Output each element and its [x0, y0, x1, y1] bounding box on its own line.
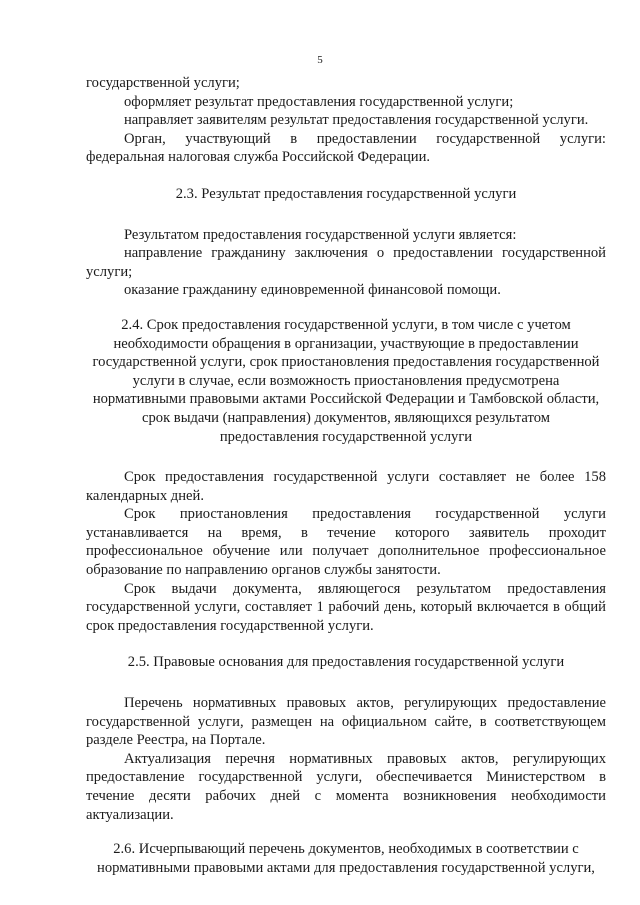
section-heading-2-6: 2.6. Исчерпывающий перечень документов, необходимых в соответствии с нормативными правовыми актами для предоставления государственной услуги, — [97, 841, 595, 876]
section-heading-2-4: 2.4. Срок предоставления государственной услуги, в том числе с учетом необходимости обращения в организации, участвующие в предоставлении государственной услуги, срок приостановления предоставления государственной услуги в случае, если возможность приостановления предусмотрена нормативными правовыми актами Российской Федерации и Тамбовской области, срок выдачи (направления) документов, являющихся результатом предоставления государственной услуги — [92, 316, 600, 445]
page-number: 5 — [317, 54, 323, 66]
paragraph: Срок предоставления государственной услуги составляет не более 158 календарных дней. — [86, 469, 606, 504]
paragraph: оформляет результат предоставления государственной услуги; — [124, 93, 514, 110]
paragraph: Перечень нормативных правовых актов, регулирующих предоставление государственной услуги, размещен на официальном сайте, в соответствующем разделе Реестра, на Портале. — [86, 695, 606, 749]
section-heading-2-5: 2.5. Правовые основания для предоставления государственной услуги — [127, 654, 565, 671]
paragraph: оказание гражданину единовременной финансовой помощи. — [124, 282, 501, 299]
paragraph: Срок приостановления предоставления государственной услуги устанавливается на время, в течение которого заявитель проходит профессиональное обучение или получает дополнительное профессиональное образование по направлению органов службы занятости. — [86, 506, 606, 579]
paragraph: направляет заявителям результат предоставления государственной услуги. — [124, 112, 589, 129]
paragraph: Орган, участвующий в предоставлении государственной услуги: федеральная налоговая служба Российской Федерации. — [86, 130, 606, 166]
section-heading-2-3: 2.3. Результат предоставления государственной услуги — [175, 185, 517, 202]
paragraph: Результатом предоставления государственной услуги является: — [124, 226, 517, 243]
paragraph: Срок выдачи документа, являющегося результатом предоставления государственной услуги, составляет 1 рабочий день, который включается в общий срок предоставления государственной услуги. — [86, 580, 606, 634]
document-body — [86, 74, 606, 877]
paragraph: Актуализация перечня нормативных правовых актов, регулирующих предоставление государственной услуги, обеспечивается Министерством в течение десяти рабочих дней с момента возникновения необходимости актуализации. — [86, 750, 606, 823]
paragraph: государственной услуги; — [86, 75, 240, 91]
paragraph: направление гражданину заключения о предоставлении государственной услуги; — [86, 245, 606, 280]
